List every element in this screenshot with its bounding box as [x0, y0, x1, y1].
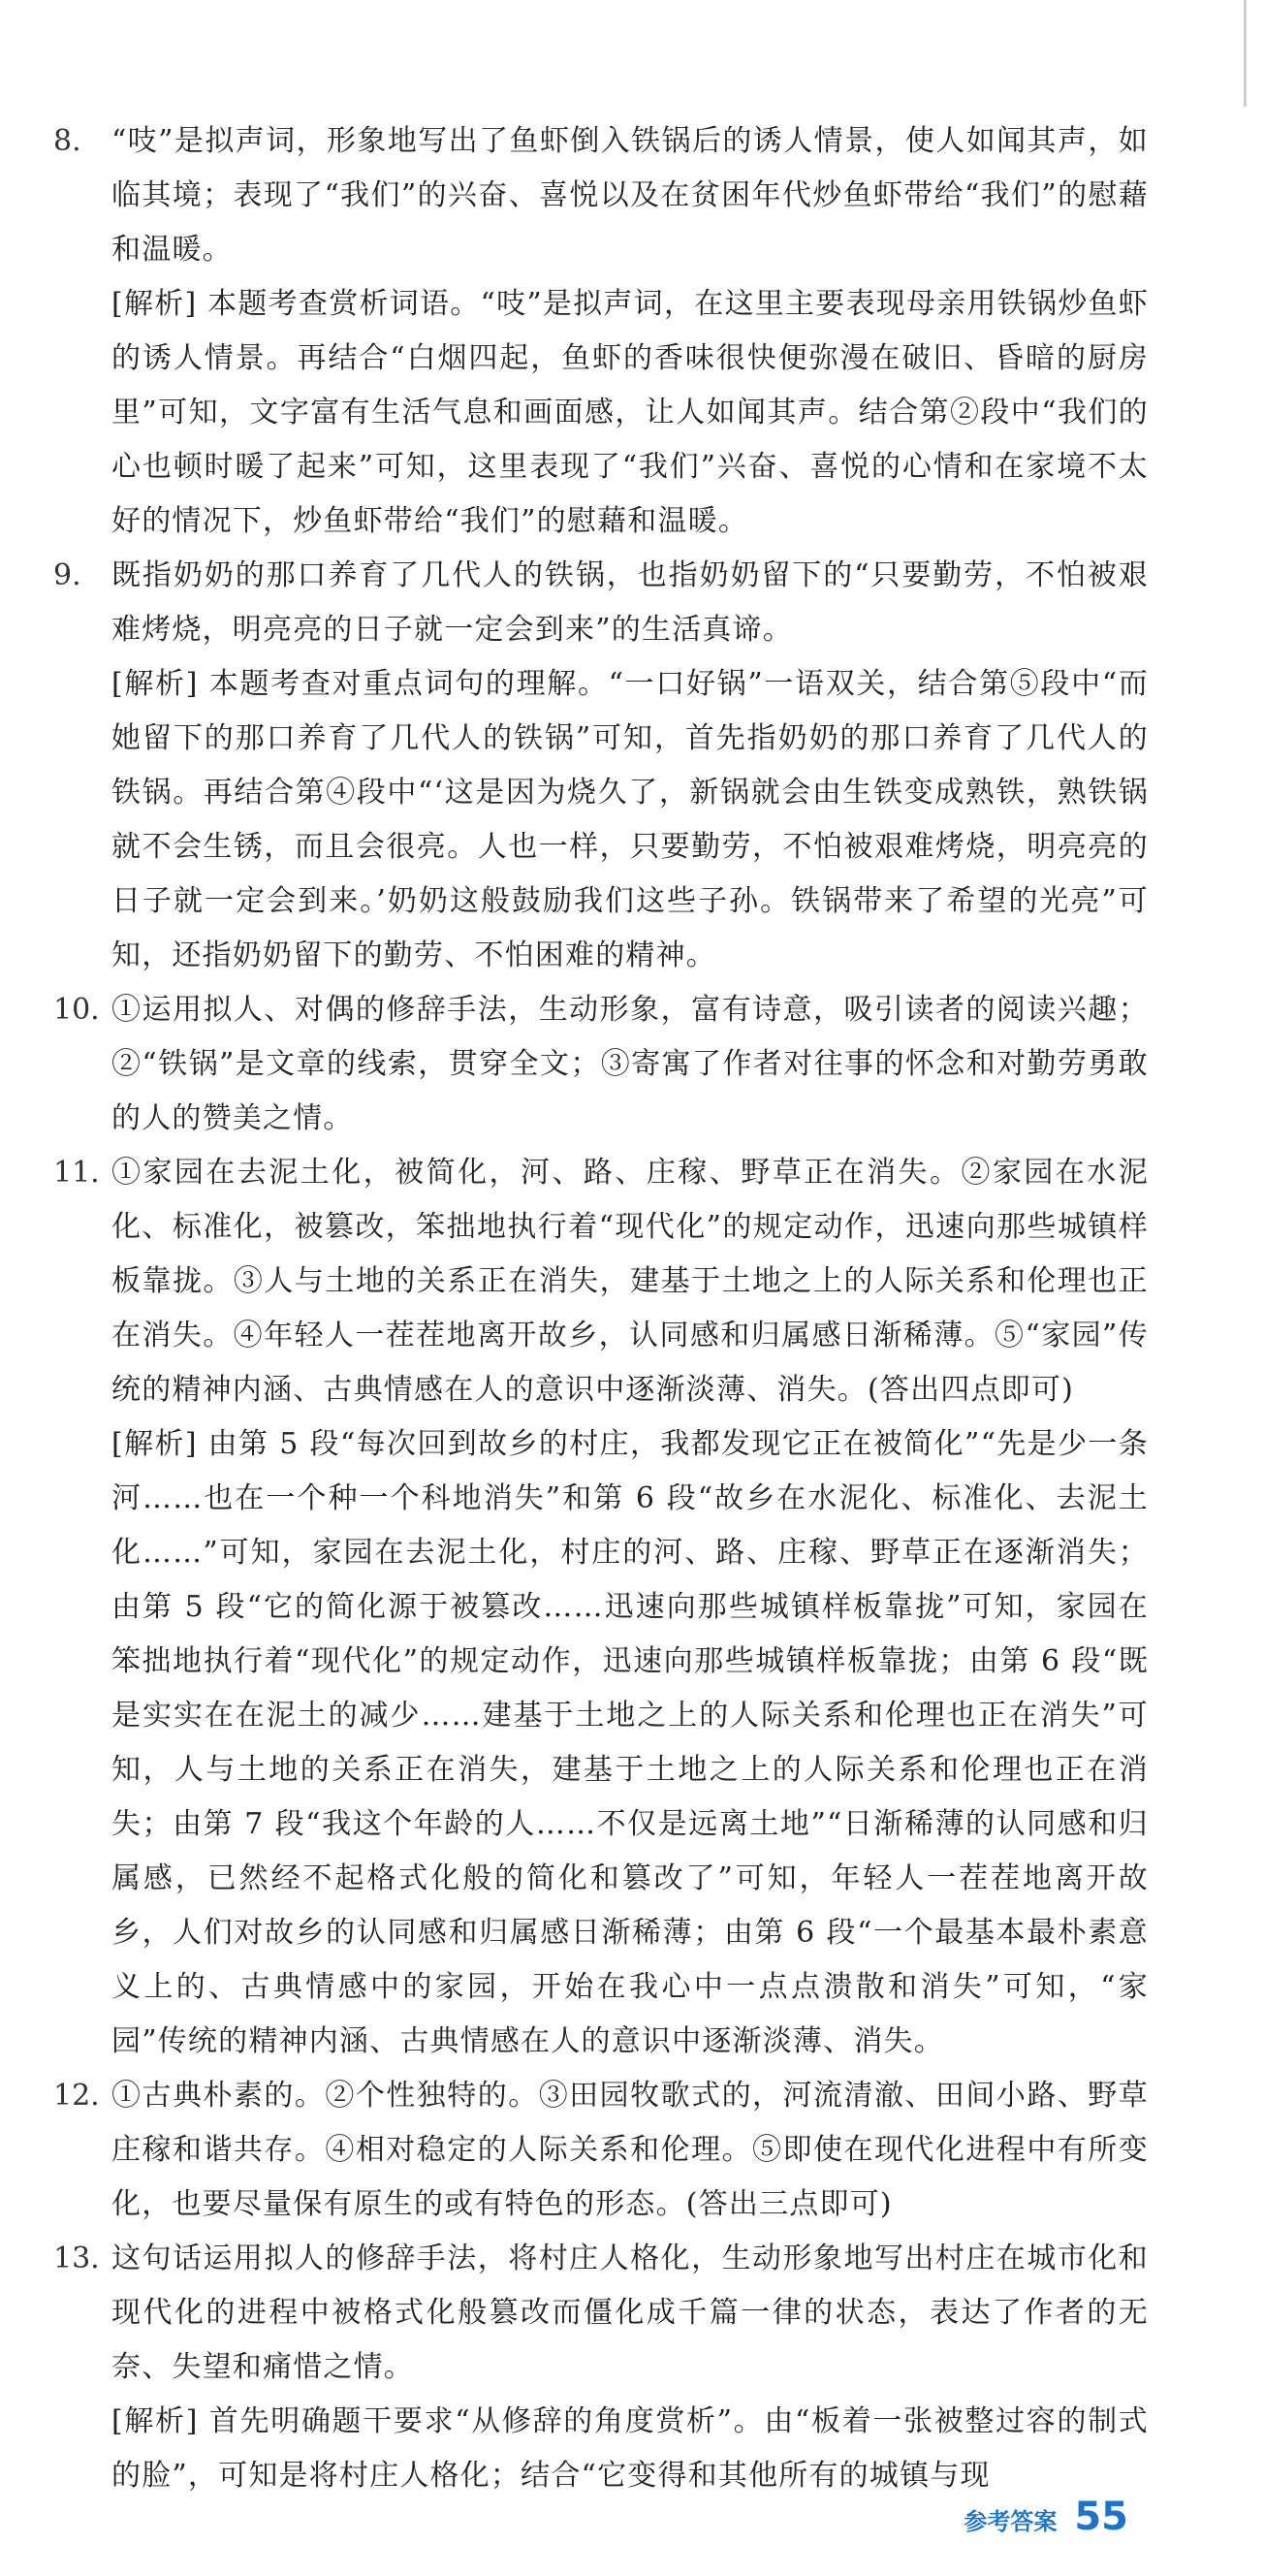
answer-text: ①古典朴素的。②个性独特的。③田园牧歌式的，河流清澈、田间小路、野草庄稼和谐共存。④相对稳定的人际关系和伦理。⑤即使在现代化进程中有所变化，也要尽量保有原生的或有特色的形态。(答出三点即可) [111, 2079, 1149, 2221]
answer-text: 既指奶奶的那口养育了几代人的铁锅，也指奶奶留下的“只要勤劳，不怕被艰难烤烧，明亮亮的日子就一定会到来”的生活真谛。 [111, 558, 1149, 647]
question-number: 9. [53, 558, 81, 592]
question-number: 11. [53, 1156, 100, 1190]
answer-item-9 [53, 549, 1149, 983]
page-edge-rule [1244, 0, 1247, 107]
footer-section-label: 参考答案 [964, 2508, 1058, 2535]
analysis-text: [解析] 首先明确题干要求“从修辞的角度赏析”。由“板着一张被整过容的制式的脸”，可知是将村庄人格化；结合“它变得和其他所有的城镇与现 [111, 2404, 1149, 2493]
analysis-text: [解析] 本题考查赏析词语。“吱”是拟声词，在这里主要表现母亲用铁锅炒鱼虾的诱人情景。再结合“白烟四起，鱼虾的香味很快便弥漫在破旧、昏暗的厨房里”可知，文字富有生活气息和画面感，让人如闻其声。结合第②段中“我们的心也顿时暖了起来”可知，这里表现了“我们”兴奋、喜悦的心情和在家境不太好的情况下，炒鱼虾带给“我们”的慰藉和温暖。 [111, 287, 1149, 538]
answer-item-12 [53, 2069, 1149, 2232]
analysis-text: [解析] 本题考查对重点词句的理解。“一口好锅”一语双关，结合第⑤段中“而她留下的那口养育了几代人的铁锅”可知，首先指奶奶的那口养育了几代人的铁锅。再结合第④段中“‘这是因为烧久了，新锅就会由生铁变成熟铁，熟铁锅就不会生锈，而且会很亮。人也一样，只要勤劳，不怕被艰难烤烧，明亮亮的日子就一定会到来。’奶奶这般鼓励我们这些子孙。铁锅带来了希望的光亮”可知，还指奶奶留下的勤劳、不怕困难的精神。 [111, 667, 1149, 972]
answer-item-11 [53, 1146, 1149, 2069]
answer-text: “吱”是拟声词，形象地写出了鱼虾倒入铁锅后的诱人情景，使人如闻其声，如临其境；表现了“我们”的兴奋、喜悦以及在贫困年代炒鱼虾带给“我们”的慰藉和温暖。 [111, 124, 1149, 267]
page-footer [964, 2495, 1128, 2539]
answer-item-10 [53, 983, 1149, 1146]
analysis-text: [解析] 由第 5 段“每次回到故乡的村庄，我都发现它正在被简化”“先是少一条河……也在一个种一个科地消失”和第 6 段“故乡在水泥化、标准化、去泥土化……”可知，家园在去泥土化，村庄的河、路、庄稼、野草正在逐渐消失；由第 5 段“它的简化源于被篡改……迅速向那些城镇样板靠拢”可知，家园在笨拙地执行着“现代化”的规定动作，迅速向那些城镇样板靠拢；由第 6 段“既是实实在在泥土的减少……建基于土地之上的人际关系和伦理也正在消失”可知，人与土地的关系正在消失，建基于土地之上的人际关系和伦理也正在消失；由第 7 段“我这个年龄的人……不仅是远离土地”“日渐稀薄的认同感和归属感，已然经不起格式化般的简化和篡改了”可知，年轻人一茬茬地离开故乡，人们对故乡的认同感和归属感日渐稀薄；由第 6 段“一个最基本最朴素意义上的、古典情感中的家园，开始在我心中一点点溃散和消失”可知，“家园”传统的精神内涵、古典情感在人的意识中逐渐淡薄、消失。 [111, 1427, 1149, 2058]
answer-text: 这句话运用拟人的修辞手法，将村庄人格化，生动形象地写出村庄在城市化和现代化的进程中被格式化般篡改而僵化成千篇一律的状态，表达了作者的无奈、失望和痛惜之情。 [111, 2242, 1149, 2384]
answer-text: ①家园在去泥土化，被简化，河、路、庄稼、野草正在消失。②家园在水泥化、标准化，被篡改，笨拙地执行着“现代化”的规定动作，迅速向那些城镇样板靠拢。③人与土地的关系正在消失，建基于土地之上的人际关系和伦理也正在消失。④年轻人一茬茬地离开故乡，认同感和归属感日渐稀薄。⑤“家园”传统的精神内涵、古典情感在人的意识中逐渐淡薄、消失。(答出四点即可) [111, 1156, 1149, 1407]
question-number: 10. [53, 993, 100, 1027]
question-number: 13. [53, 2242, 100, 2275]
answer-text: ①运用拟人、对偶的修辞手法，生动形象，富有诗意，吸引读者的阅读兴趣；②“铁锅”是文章的线索，贯穿全文；③寄寓了作者对往事的怀念和对勤劳勇敢的人的赞美之情。 [111, 993, 1149, 1135]
question-number: 12. [53, 2079, 100, 2113]
answer-key-content [53, 114, 1149, 2503]
page-number: 55 [1074, 2495, 1128, 2539]
question-number: 8. [53, 124, 81, 158]
answer-item-13 [53, 2232, 1149, 2503]
answer-item-8 [53, 114, 1149, 549]
